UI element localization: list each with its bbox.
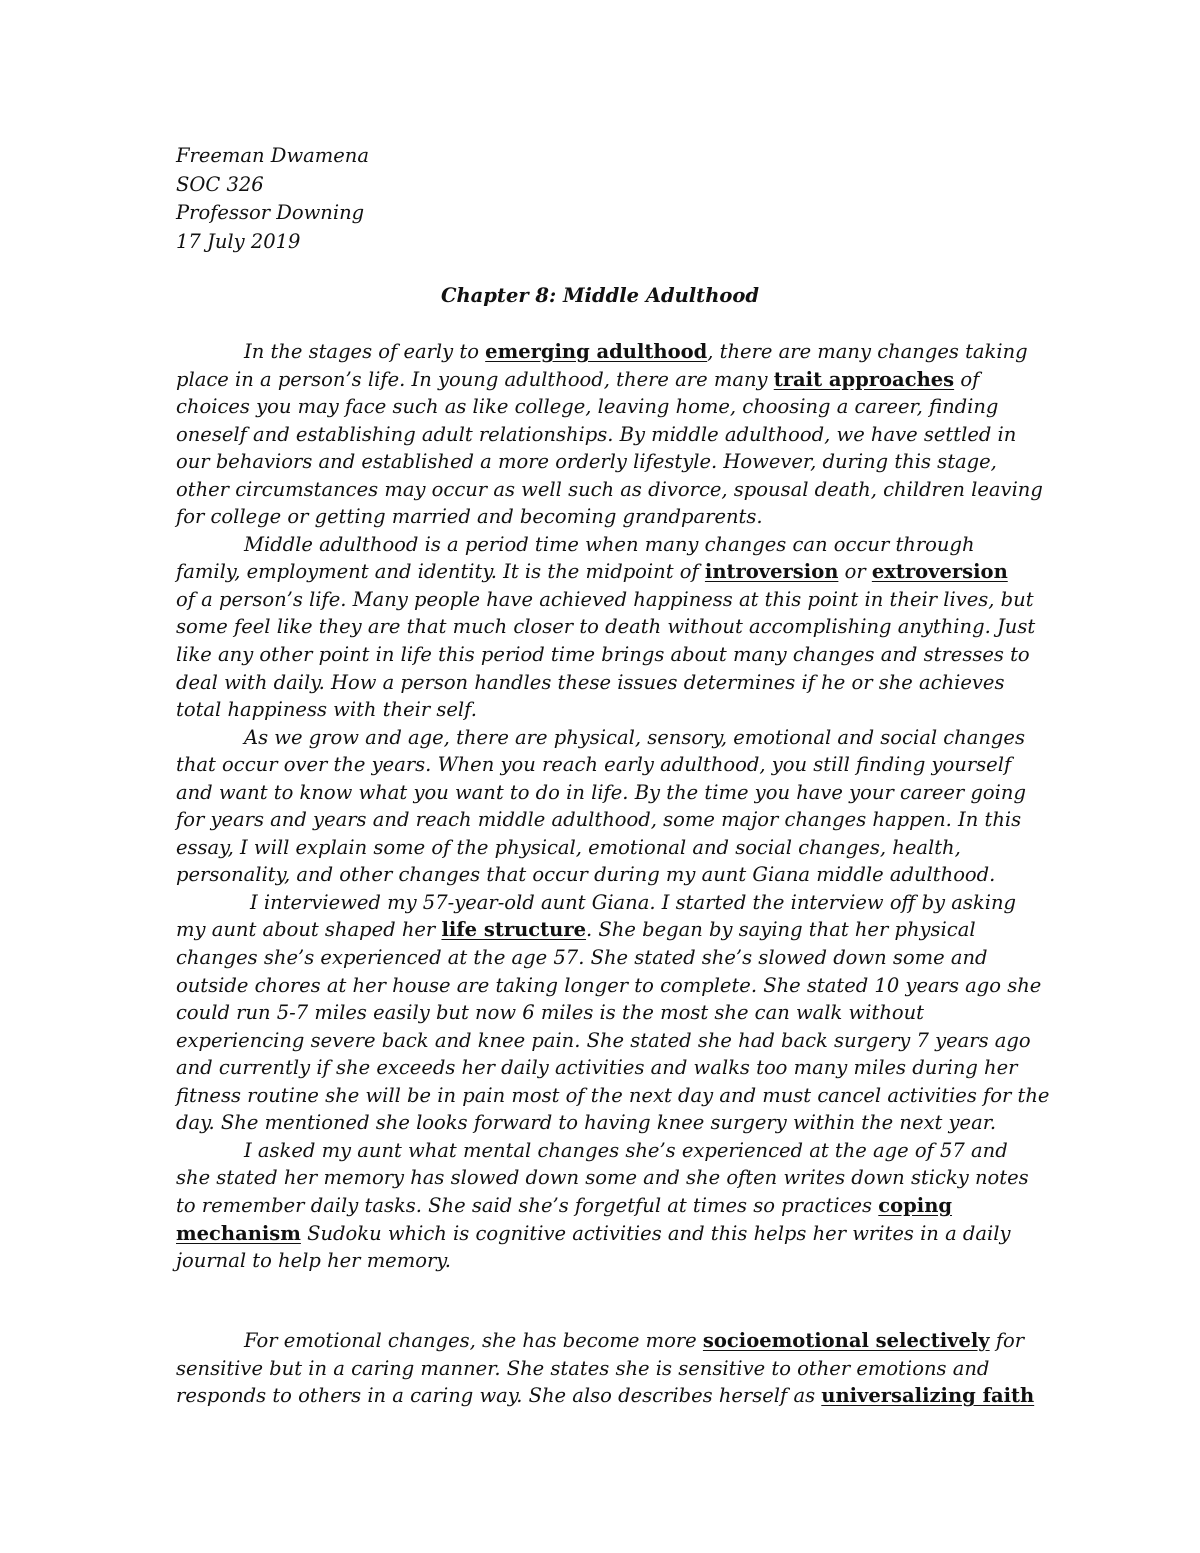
text-run: fitness routine she will be in pain most of the next day and must cancel activities for the <box>176 1083 1050 1107</box>
key-term: life structure <box>441 918 587 942</box>
essay-title: Chapter 8: Middle Adulthood <box>440 284 760 307</box>
text-line <box>176 806 1036 834</box>
text-line <box>176 834 1036 862</box>
text-line <box>176 448 1036 476</box>
text-line <box>176 751 1036 779</box>
text-run: or <box>838 560 872 584</box>
text-run: our behaviors and established a more orderly lifestyle. However, during this stage, <box>176 450 997 474</box>
text-line <box>176 421 1036 449</box>
text-line <box>176 366 1036 394</box>
text-run: I interviewed my 57-year-old aunt Giana. I started the interview off by asking <box>250 890 1016 914</box>
text-line <box>176 476 1043 504</box>
key-term: socioemotional selectively <box>702 1329 990 1352</box>
text-run: deal with daily. How a person handles these issues determines if he or she achieves <box>176 670 1005 694</box>
text-run: For emotional changes, she has become more <box>244 1329 703 1352</box>
text-run: she stated her memory has slowed down some and she often writes down sticky notes <box>176 1166 1029 1190</box>
text-run: of <box>954 367 980 391</box>
text-line <box>176 889 1036 917</box>
text-line <box>176 724 1036 752</box>
course-code: SOC 326 <box>176 172 264 196</box>
text-run: Middle adulthood is a period time when many changes can occur through <box>244 532 975 556</box>
professor-name: Professor Downing <box>176 201 365 225</box>
text-run: responds to others in a caring way. She also describes herself as <box>176 1384 822 1408</box>
key-term: extroversion <box>871 560 1008 584</box>
text-run: I asked my aunt what mental changes she’s experienced at the age of 57 and <box>244 1138 1008 1162</box>
text-line <box>176 1355 1036 1383</box>
text-line <box>176 641 1036 669</box>
text-run: and want to know what you want to do in life. By the time you have your career going <box>176 780 1026 804</box>
essay-body-continued <box>176 1327 1036 1410</box>
text-line <box>176 586 1036 614</box>
text-line <box>176 999 1036 1027</box>
text-run: that occur over the years. When you reach early adulthood, you still finding yourself <box>176 753 1012 777</box>
text-line <box>176 558 1036 586</box>
text-line <box>176 393 1036 421</box>
text-run: like any other point in life this period time brings about many changes and stresses to <box>176 643 1030 667</box>
text-run: Sudoku which is cognitive activities and this helps her writes in a daily <box>300 1221 1011 1245</box>
key-term: universalizing faith <box>821 1384 1035 1408</box>
text-line <box>176 1109 1036 1137</box>
text-line <box>176 1027 1036 1055</box>
text-run: for <box>989 1329 1025 1352</box>
text-run: of a person’s life. Many people have achieved happiness at this point in their lives, but <box>176 587 1034 611</box>
text-run: . She began by saying that her physical <box>586 918 976 942</box>
text-line <box>176 1192 1036 1220</box>
key-term: introversion <box>704 560 839 584</box>
text-line <box>176 1327 1036 1355</box>
text-run: journal to help her memory. <box>176 1249 451 1273</box>
essay-body <box>176 338 1050 1275</box>
text-run: changes she’s experienced at the age 57. She stated she’s slowed down some and <box>176 946 988 970</box>
text-line <box>176 503 1036 531</box>
text-line <box>176 1220 1036 1248</box>
text-run: day. She mentioned she looks forward to having knee surgery within the next year. <box>176 1111 997 1135</box>
text-line <box>176 669 1036 697</box>
text-run: total happiness with their self. <box>176 698 477 722</box>
text-run: for college or getting married and becoming grandparents. <box>176 505 763 529</box>
text-line <box>176 531 1036 559</box>
text-run: , there are many changes taking <box>707 340 1028 363</box>
text-run: choices you may face such as like college, leaving home, choosing a career, finding <box>176 395 999 419</box>
text-run: some feel like they are that much closer to death without accomplishing anything. Just <box>176 615 1036 639</box>
text-line <box>176 861 1036 889</box>
text-line <box>176 338 1036 366</box>
text-line <box>176 1137 1036 1165</box>
text-run: to remember daily tasks. She said she’s forgetful at times so practices <box>176 1193 879 1217</box>
heading-block <box>176 142 369 257</box>
submission-date: 17 July 2019 <box>176 230 301 254</box>
text-run: other circumstances may occur as well such as divorce, spousal death, children leaving <box>176 477 1043 501</box>
text-line <box>176 1247 1036 1275</box>
text-line <box>176 1054 1036 1082</box>
text-line <box>176 613 1036 641</box>
text-run: In the stages of early to <box>244 340 486 363</box>
text-line <box>176 696 1036 724</box>
key-term: mechanism <box>176 1221 301 1245</box>
text-run: for years and years and reach middle adulthood, some major changes happen. In this <box>176 808 1022 832</box>
key-term: trait approaches <box>773 367 955 391</box>
text-run: sensitive but in a caring manner. She states she is sensitive to other emotions and <box>176 1356 990 1380</box>
text-line <box>176 1382 1036 1410</box>
text-run: and currently if she exceeds her daily activities and walks too many miles during her <box>176 1056 1018 1080</box>
text-run: As we grow and age, there are physical, sensory, emotional and social changes <box>244 725 1025 749</box>
text-line <box>176 944 1036 972</box>
text-run: personality, and other changes that occur during my aunt Giana middle adulthood. <box>176 863 996 887</box>
text-run: family, employment and identity. It is the midpoint of <box>176 560 705 584</box>
text-run: outside chores at her house are taking longer to complete. She stated 10 years ago she <box>176 973 1042 997</box>
text-line <box>176 972 1042 1000</box>
key-term: coping <box>878 1193 952 1217</box>
key-term: emerging adulthood <box>485 340 708 363</box>
text-line <box>176 1164 1036 1192</box>
text-line <box>176 1082 1050 1110</box>
text-run: place in a person’s life. In young adulthood, there are many <box>176 367 774 391</box>
text-run: oneself and establishing adult relationships. By middle adulthood, we have settled in <box>176 422 1017 446</box>
text-run: my aunt about shaped her <box>176 918 442 942</box>
author-name: Freeman Dwamena <box>176 144 369 167</box>
text-run: essay, I will explain some of the physical, emotional and social changes, health, <box>176 835 961 859</box>
text-run: could run 5-7 miles easily but now 6 miles is the most she can walk without <box>176 1001 925 1025</box>
text-run: experiencing severe back and knee pain. She stated she had back surgery 7 years ago <box>176 1028 1031 1052</box>
text-line <box>176 779 1036 807</box>
text-line <box>176 916 1036 944</box>
